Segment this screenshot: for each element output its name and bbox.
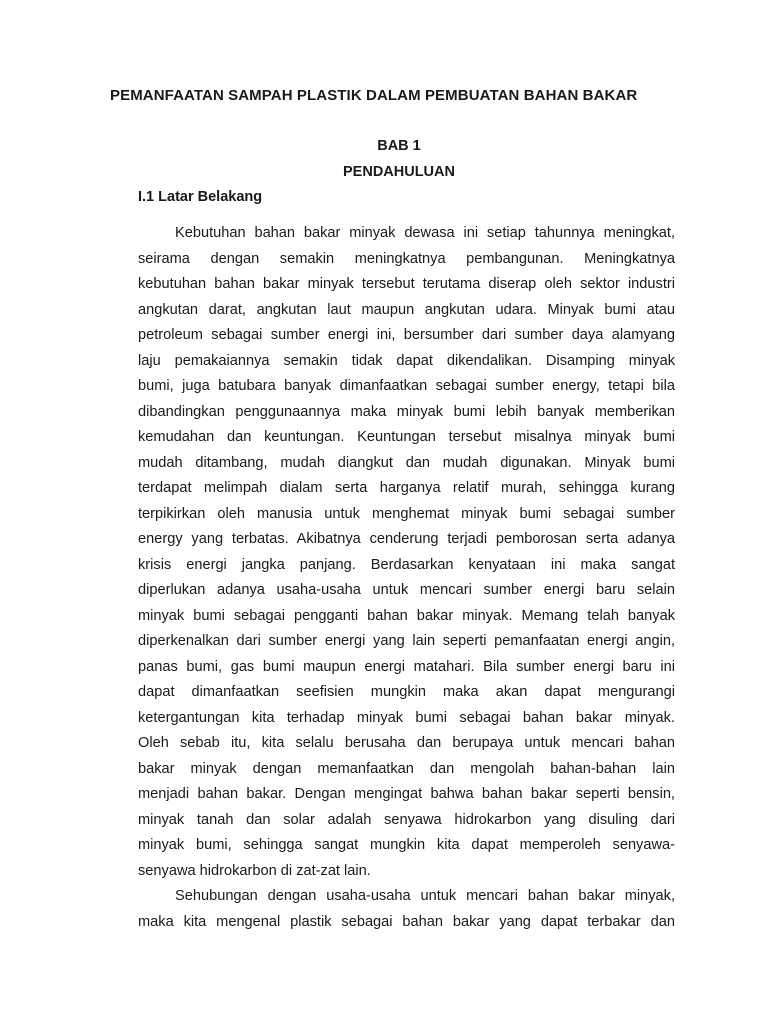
- text-line: diperlukan adanya usaha-usaha untuk mencari sumber energi baru selain: [138, 582, 675, 598]
- text-line: laju pemakaiannya semakin tidak dapat dikendalikan. Disamping minyak: [138, 352, 675, 369]
- chapter-number: BAB 1: [377, 138, 421, 154]
- text-line: terpikirkan oleh manusia untuk menghemat minyak bumi sebagai sumber: [138, 505, 675, 522]
- text-line: angkutan darat, angkutan laut maupun angkutan udara. Minyak bumi atau: [138, 301, 675, 318]
- chapter-title: PENDAHULUAN: [343, 164, 455, 180]
- text-line: seirama dengan semakin meningkatnya pembangunan. Meningkatnya: [138, 250, 675, 267]
- text-line: dapat dimanfaatkan seefisien mungkin maka akan dapat mengurangi: [138, 684, 675, 700]
- text-line: Oleh sebab itu, kita selalu berusaha dan berupaya untuk mencari bahan: [138, 735, 675, 751]
- text-line: menjadi bahan bakar. Dengan mengingat bahwa bahan bakar seperti bensin,: [138, 786, 675, 802]
- text-line: Kebutuhan bahan bakar minyak dewasa ini setiap tahunnya meningkat,: [175, 225, 675, 241]
- text-line: minyak bumi, sehingga sangat mungkin kita dapat memperoleh senyawa-: [138, 837, 675, 853]
- body-text: [138, 221, 675, 935]
- text-line: minyak tanah dan solar adalah senyawa hidrokarbon yang disuling dari: [138, 811, 675, 828]
- text-line: Sehubungan dengan usaha-usaha untuk mencari bahan bakar minyak,: [175, 888, 675, 904]
- text-line: bakar minyak dengan memanfaatkan dan mengolah bahan-bahan lain: [138, 760, 675, 777]
- text-line: panas bumi, gas bumi maupun energi matahari. Bila sumber energi baru ini: [138, 658, 675, 675]
- text-line: dibandingkan penggunaannya maka minyak bumi lebih banyak memberikan: [138, 403, 675, 420]
- document-title: PEMANFAATAN SAMPAH PLASTIK DALAM PEMBUATAN BAHAN BAKAR: [110, 87, 638, 104]
- text-line: diperkenalkan dari sumber energi yang lain seperti pemanfaatan energi angin,: [138, 633, 675, 649]
- text-line: minyak bumi sebagai pengganti bahan bakar minyak. Memang telah banyak: [138, 607, 675, 624]
- text-line: bumi, juga batubara banyak dimanfaatkan sebagai sumber energy, tetapi bila: [138, 378, 675, 394]
- paragraph-2: [138, 884, 675, 935]
- text-line: kebutuhan bahan bakar minyak tersebut terutama diserap oleh sektor industri: [138, 276, 675, 292]
- paragraph-1: [138, 221, 675, 884]
- text-line: krisis energi jangka panjang. Berdasarkan kenyataan ini maka sangat: [138, 556, 675, 573]
- text-line: maka kita mengenal plastik sebagai bahan bakar yang dapat terbakar dan: [138, 913, 675, 930]
- text-line: petroleum sebagai sumber energi ini, bersumber dari sumber daya alamyang: [138, 327, 675, 343]
- text-line: terdapat melimpah dialam serta harganya relatif murah, sehingga kurang: [138, 480, 675, 496]
- text-line: ketergantungan kita terhadap minyak bumi sebagai bahan bakar minyak.: [138, 709, 675, 726]
- text-line: mudah ditambang, mudah diangkut dan mudah digunakan. Minyak bumi: [138, 454, 675, 471]
- text-line: energy yang terbatas. Akibatnya cenderung terjadi pemborosan serta adanya: [138, 531, 675, 547]
- text-line: kemudahan dan keuntungan. Keuntungan tersebut misalnya minyak bumi: [138, 429, 675, 445]
- text-line: senyawa hidrokarbon di zat-zat lain.: [138, 862, 371, 879]
- section-heading: I.1 Latar Belakang: [138, 189, 263, 205]
